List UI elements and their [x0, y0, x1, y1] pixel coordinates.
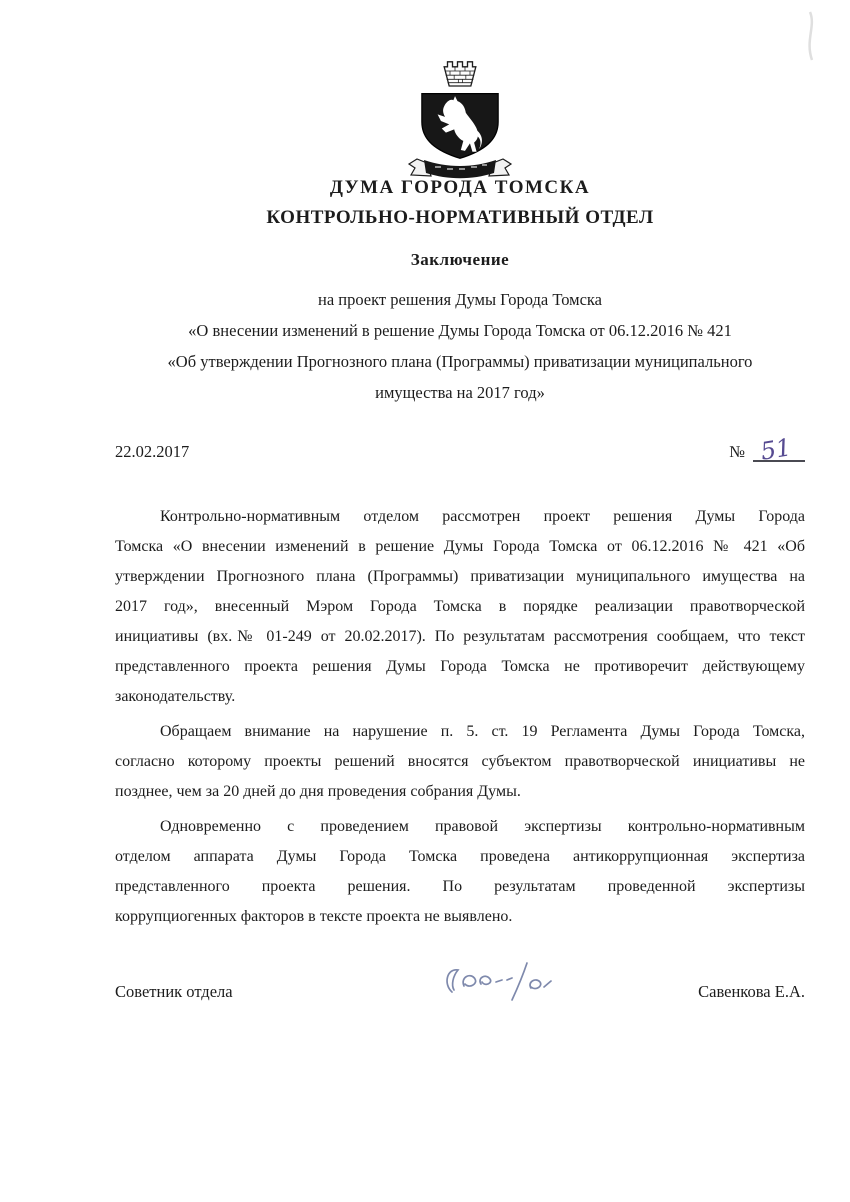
document-body — [115, 502, 805, 932]
subtitle-line: «Об утверждении Прогнозного плана (Программы) приватизации муниципального — [167, 352, 753, 371]
subtitle-line: «О внесении изменений в решение Думы Города Томска от 06.12.2016 № 421 — [188, 321, 732, 340]
handwritten-number — [753, 432, 809, 466]
meta-row — [115, 433, 805, 466]
body-line: Обращаем внимание на нарушение п. 5. ст. 19 Регламента Думы Города Томска, — [160, 723, 805, 740]
organization-name: ДУМА ГОРОДА ТОМСКА — [329, 177, 591, 198]
motto-ribbon-icon — [407, 155, 513, 179]
signature-row — [115, 982, 805, 1002]
department-name: КОНТРОЛЬНО-НОРМАТИВНЫЙ ОТДЕЛ — [266, 207, 654, 228]
tomsk-coat-of-arms — [115, 58, 805, 179]
subtitle-line: имущества на 2017 год» — [375, 383, 545, 402]
body-line: законодательству. — [115, 688, 236, 705]
body-line: согласно которому проекты решений вносятся субъектом правотворческой инициативы не — [115, 753, 805, 770]
body-line: коррупциогенных факторов в тексте проекта не выявлено. — [115, 908, 513, 925]
paragraph — [115, 502, 805, 712]
mural-crown-icon — [435, 58, 485, 89]
number-sign: № — [729, 442, 745, 461]
signatory-name: Савенкова Е.А. — [698, 982, 805, 1001]
number-underline — [753, 433, 805, 466]
body-line: отделом аппарата Думы Города Томска проведена антикоррупционная экспертиза — [115, 848, 805, 865]
body-line: Контрольно-нормативным отделом рассмотрен проект решения Думы Города — [160, 508, 805, 525]
paragraph — [115, 812, 805, 932]
svg-text:51: 51 — [758, 433, 794, 466]
subtitle-line: на проект решения Думы Города Томска — [317, 290, 603, 309]
document-subtitle — [115, 284, 805, 408]
document-number — [729, 433, 805, 466]
signatory-position: Советник отдела — [115, 982, 233, 1001]
body-line: Томска «О внесении изменений в решение Думы Города Томска от 06.12.2016 № 421 «Об — [115, 538, 805, 555]
document-title: Заключение — [410, 250, 510, 269]
body-line: утверждении Прогнозного плана (Программы) приватизации муниципального имущества на — [115, 568, 805, 585]
body-line: представленного проекта решения Думы Города Томска не противоречит действующему — [115, 658, 805, 675]
body-line: 2017 год», внесенный Мэром Города Томска в порядке реализации правотворческой — [115, 598, 805, 615]
body-line: представленного проекта решения. По результатам проведенной экспертизы — [115, 878, 805, 895]
horse-shield-icon — [418, 92, 502, 160]
body-line: инициативы (вх.№ 01-249 от 20.02.2017). По результатам рассмотрения сообщаем, что текст — [115, 628, 805, 645]
body-line: позднее, чем за 20 дней до дня проведения собрания Думы. — [115, 783, 521, 800]
body-line: Одновременно с проведением правовой экспертизы контрольно-нормативным — [160, 818, 805, 835]
document-content — [115, 0, 805, 1202]
document-date: 22.02.2017 — [115, 442, 190, 461]
handwritten-signature-icon — [430, 956, 580, 1014]
paragraph — [115, 717, 805, 807]
